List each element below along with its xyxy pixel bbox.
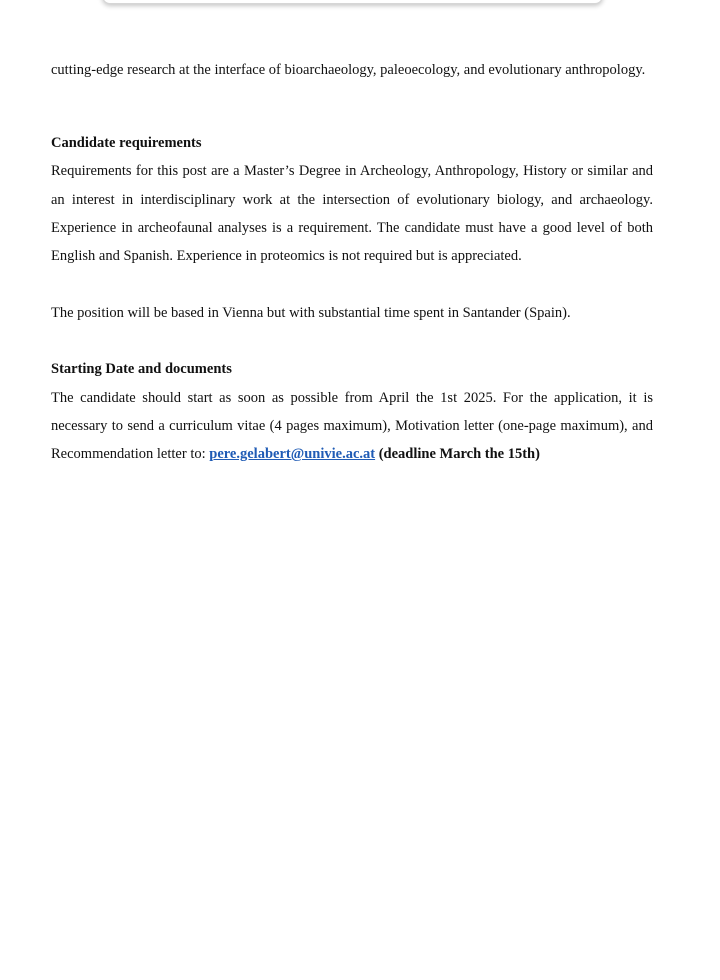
email-link[interactable]: pere.gelabert@univie.ac.at	[209, 446, 376, 463]
starting-date-paragraph	[51, 384, 653, 469]
starting-date-heading: Starting Date and documents	[51, 361, 232, 378]
starting-date-text: The candidate should start as soon as possible from April the 1st 2025. For the application, it is necessary to send a curriculum vitae (4 pages maximum), Motivation letter (one-page maximum), and Recommendation letter to:	[51, 389, 653, 463]
deadline-text: (deadline March the 15th)	[378, 446, 540, 463]
spacer	[51, 84, 653, 129]
candidate-requirements-heading: Candidate requirements	[51, 135, 202, 152]
viewer-toolbar	[102, 0, 603, 4]
location-paragraph: The position will be based in Vienna but with substantial time spent in Santander (Spain).	[51, 305, 571, 322]
spacer	[51, 327, 653, 355]
intro-paragraph: cutting-edge research at the interface of bioarchaeology, paleoecology, and evolutionary anthropology.	[51, 62, 646, 78]
document-page	[51, 56, 653, 468]
spacer	[51, 270, 653, 299]
candidate-requirements-paragraph: Requirements for this post are a Master’s Degree in Archeology, Anthropology, History or similar and an interest in interdisciplinary work at the intersection of evolutionary biology, and archaeology. Experience in archeofaunal analyses is a requirement. The candidate must have a good level of both English and Spanish. Experience in proteomics is not required but is appreciated.	[51, 163, 653, 265]
